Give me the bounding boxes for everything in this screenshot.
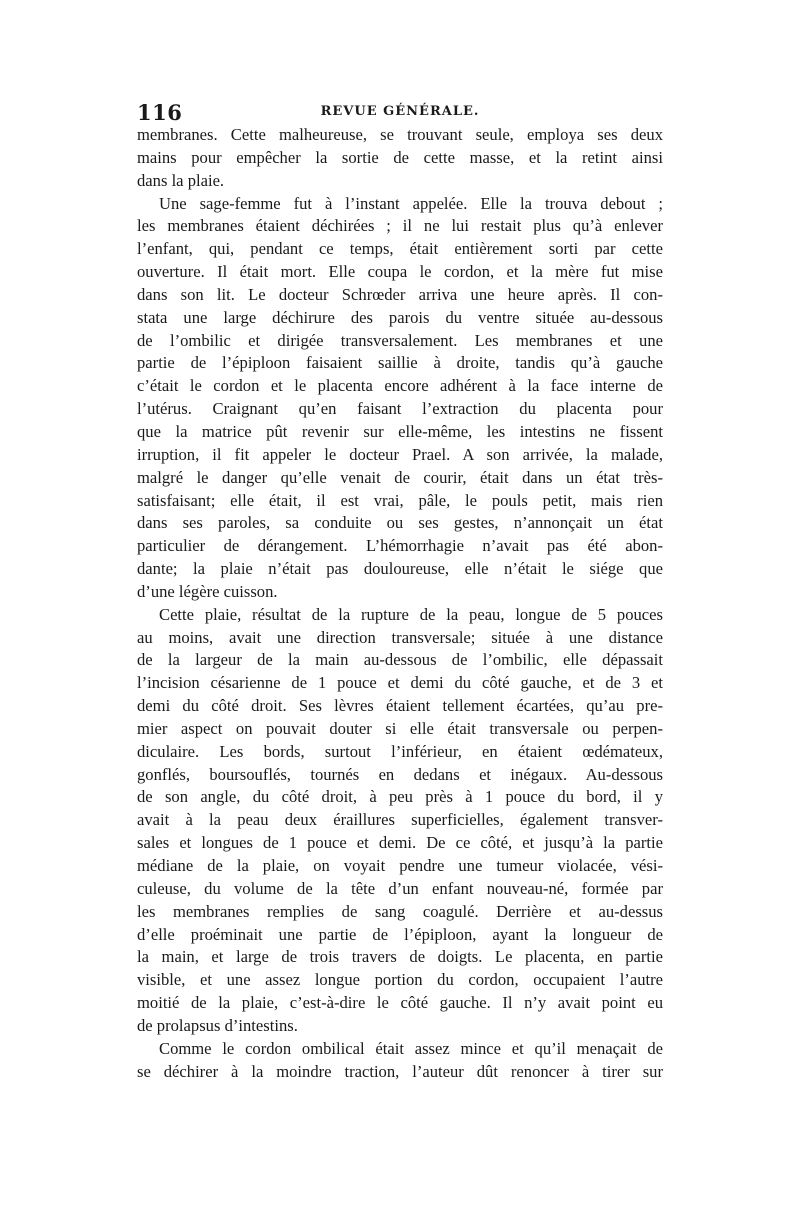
text-line: les membranes remplies de sang coagulé. Derrière et au-dessus <box>137 901 663 921</box>
text-line: stata une large déchirure des parois du ventre située au-dessous <box>137 307 663 327</box>
text-line: l’incision césarienne de 1 pouce et demi du côté gauche, et de 3 et <box>137 673 663 693</box>
text-line: au moins, avait une direction transversale; située à une distance <box>137 627 663 647</box>
text-line: l’utérus. Craignant qu’en faisant l’extraction du placenta pour <box>137 399 663 419</box>
text-line: Une sage-femme fut à l’instant appelée. Elle la trouva debout ; <box>159 193 663 213</box>
page-number: 116 <box>137 100 183 125</box>
book-page <box>137 100 663 1083</box>
text-line: les membranes étaient déchirées ; il ne lui restait plus qu’à enlever <box>137 216 663 236</box>
body-text <box>137 124 663 1083</box>
text-line: demi du côté droit. Ses lèvres étaient tellement écartées, qu’au pre- <box>137 696 663 716</box>
text-line: visible, et une assez longue portion du cordon, occupaient l’autre <box>137 970 663 990</box>
text-line: ouverture. Il était mort. Elle coupa le cordon, et la mère fut mise <box>137 262 663 282</box>
text-line: dans ses paroles, sa conduite ou ses gestes, n’annonçait un état <box>137 513 663 533</box>
text-line: c’était le cordon et le placenta encore adhérent à la face interne de <box>137 376 663 396</box>
text-line: l’enfant, qui, pendant ce temps, était entièrement sorti par cette <box>137 239 663 259</box>
text-line: mier aspect on pouvait douter si elle était transversale ou perpen- <box>137 718 663 738</box>
text-line: de l’ombilic et dirigée transversalement. Les membranes et une <box>137 330 663 350</box>
text-line: gonflés, boursouflés, tournés en dedans et inégaux. Au-dessous <box>137 764 663 784</box>
text-line: particulier de dérangement. L’hémorrhagie n’avait pas été abon- <box>137 536 663 556</box>
text-line: dans la plaie. <box>137 170 225 190</box>
text-line: mains pour empêcher la sortie de cette masse, et la retint ainsi <box>137 147 663 167</box>
text-line: irruption, il fit appeler le docteur Prael. A son arrivée, la malade, <box>137 444 663 464</box>
text-line: de prolapsus d’intestins. <box>137 1015 298 1035</box>
text-line: Comme le cordon ombilical était assez mince et qu’il menaçait de <box>159 1038 663 1058</box>
text-line: Cette plaie, résultat de la rupture de la peau, longue de 5 pouces <box>159 604 663 624</box>
text-line: satisfaisant; elle était, il est vrai, pâle, le pouls petit, mais rien <box>137 490 663 510</box>
text-line: culeuse, du volume de la tête d’un enfant nouveau-né, formée par <box>137 878 663 898</box>
running-title: REVUE GÉNÉRALE. <box>320 104 480 119</box>
text-line: dante; la plaie n’était pas douloureuse, elle n’était le siége que <box>137 559 663 579</box>
text-line: sales et longues de 1 pouce et demi. De ce côté, et jusqu’à la partie <box>137 833 663 853</box>
text-line: dans son lit. Le docteur Schrœder arriva une heure après. Il con- <box>137 284 663 304</box>
text-line: d’elle proéminait une partie de l’épiploon, ayant la longueur de <box>137 924 663 944</box>
text-line: moitié de la plaie, c’est-à-dire le côté gauche. Il n’y avait point eu <box>137 993 663 1013</box>
text-line: avait à la peau deux éraillures superficielles, également transver- <box>137 810 663 830</box>
text-line: se déchirer à la moindre traction, l’auteur dût renoncer à tirer sur <box>137 1061 663 1081</box>
text-line: de la largeur de la main au-dessous de l’ombilic, elle dépassait <box>137 650 663 670</box>
text-line: d’une légère cuisson. <box>137 581 278 601</box>
text-line: membranes. Cette malheureuse, se trouvant seule, employa ses deux <box>137 125 663 144</box>
page-header <box>137 100 663 124</box>
text-line: médiane de la plaie, on voyait pendre une tumeur violacée, vési- <box>137 856 663 875</box>
text-line: que la matrice pût revenir sur elle-même, les intestins ne fissent <box>137 421 663 441</box>
text-line: malgré le danger qu’elle venait de courir, était dans un état très- <box>137 467 663 487</box>
text-line: partie de l’épiploon faisaient saillie à droite, tandis qu’à gauche <box>137 353 663 373</box>
text-line: diculaire. Les bords, surtout l’inférieur, en étaient œdémateux, <box>137 741 663 761</box>
text-line: la main, et large de trois travers de doigts. Le placenta, en partie <box>137 947 663 967</box>
text-line: de son angle, du côté droit, à peu près à 1 pouce du bord, il y <box>137 787 663 807</box>
